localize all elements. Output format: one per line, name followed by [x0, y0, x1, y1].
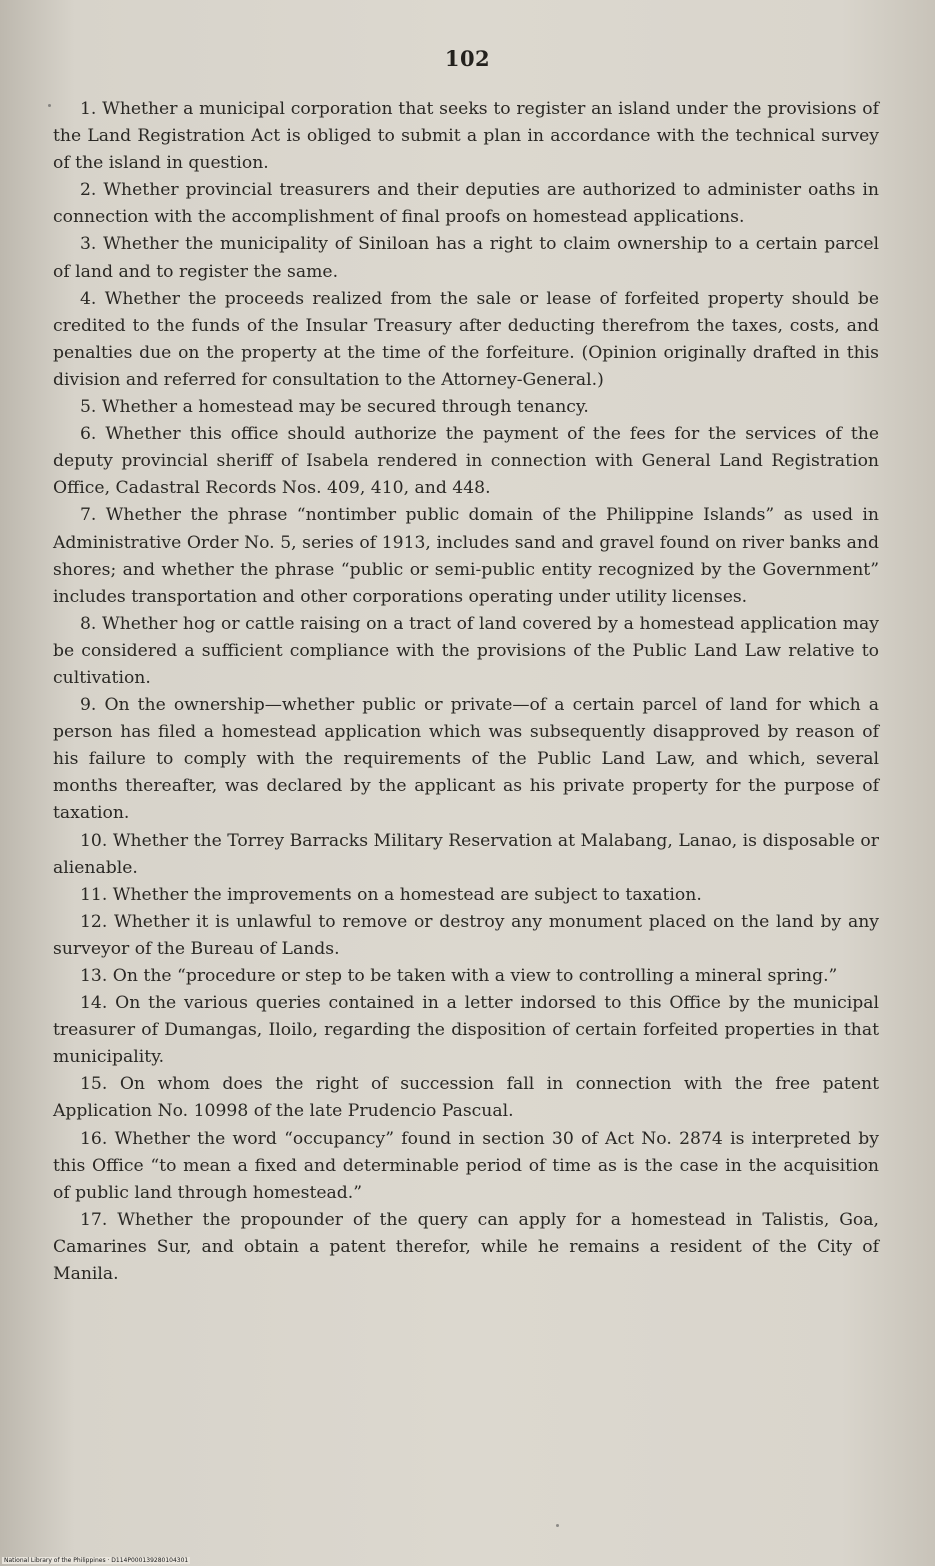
query-item: 10. Whether the Torrey Barracks Military Reservation at Malabang, Lanao, is disposable or alienable.: [53, 830, 879, 878]
dust-speck: [556, 1524, 559, 1527]
query-item: 6. Whether this office should authorize the payment of the fees for the services of the deputy provincial sheriff of Isabela rendered in connection with General Land Registration Office, Cadastral Records Nos. 409, 410, and 448.: [53, 424, 879, 499]
query-item: 3. Whether the municipality of Siniloan has a right to claim ownership to a certain parcel of land and to register the same.: [53, 234, 879, 282]
query-item: 15. On whom does the right of succession fall in connection with the free patent Application No. 10998 of the late Prudencio Pascual.: [53, 1074, 879, 1122]
query-item: 12. Whether it is unlawful to remove or destroy any monument placed on the land by any surveyor of the Bureau of Lands.: [53, 911, 879, 959]
query-item: 5. Whether a homestead may be secured through tenancy.: [80, 397, 589, 418]
query-item: 7. Whether the phrase “nontimber public domain of the Philippine Islands” as used in Administrative Order No. 5, series of 1913, includes sand and gravel found on river banks and shores; and whether the phrase “public or semi-public entity recognized by the Government” includes transportation and other corporations operating under utility licenses.: [53, 505, 879, 607]
query-item: 17. Whether the propounder of the query can apply for a homestead in Talistis, Goa, Camarines Sur, and obtain a patent therefor, while he remains a resident of the City of Manila.: [53, 1209, 879, 1285]
query-list: [53, 96, 879, 1288]
query-item: 14. On the various queries contained in a letter indorsed to this Office by the municipal treasurer of Dumangas, Iloilo, regarding the disposition of certain forfeited properties in that municipality.: [53, 993, 879, 1068]
page-number: 102: [444, 46, 491, 71]
query-item: 16. Whether the word “occupancy” found in section 30 of Act No. 2874 is interpreted by this Office “to mean a fixed and determinable period of time as is the case in the acquisition of public land through homestead.”: [53, 1128, 879, 1203]
query-item: 2. Whether provincial treasurers and their deputies are authorized to administer oaths in connection with the accomplishment of final proofs on homestead applications.: [53, 180, 879, 228]
dust-speck: [48, 104, 51, 107]
query-item: 11. Whether the improvements on a homestead are subject to taxation.: [80, 884, 702, 905]
query-item: 13. On the “procedure or step to be taken with a view to controlling a mineral spring.”: [80, 966, 838, 986]
query-item: 9. On the ownership—whether public or private—of a certain parcel of land for which a person has filed a homestead application which was subsequently disapproved by reason of his failure to comply with the requirements of the Public Land Law, and which, several months thereafter, was declared by the applicant as his private property for the purpose of taxation.: [53, 695, 879, 824]
query-item: 4. Whether the proceeds realized from the sale or lease of forfeited property should be credited to the funds of the Insular Treasury after deducting therefrom the taxes, costs, and penalties due on the property at the time of the forfeiture. (Opinion originally drafted in this division and referred for consultation to the Attorney-General.): [53, 288, 879, 390]
scan-credit: National Library of the Philippines · D114P000139280104301: [4, 1557, 189, 1564]
query-item: 1. Whether a municipal corporation that seeks to register an island under the provisions of the Land Registration Act is obliged to submit a plan in accordance with the technical survey of the island in question.: [53, 99, 879, 174]
query-item: 8. Whether hog or cattle raising on a tract of land covered by a homestead application may be considered a sufficient compliance with the provisions of the Public Land Law relative to cultivation.: [53, 613, 879, 688]
